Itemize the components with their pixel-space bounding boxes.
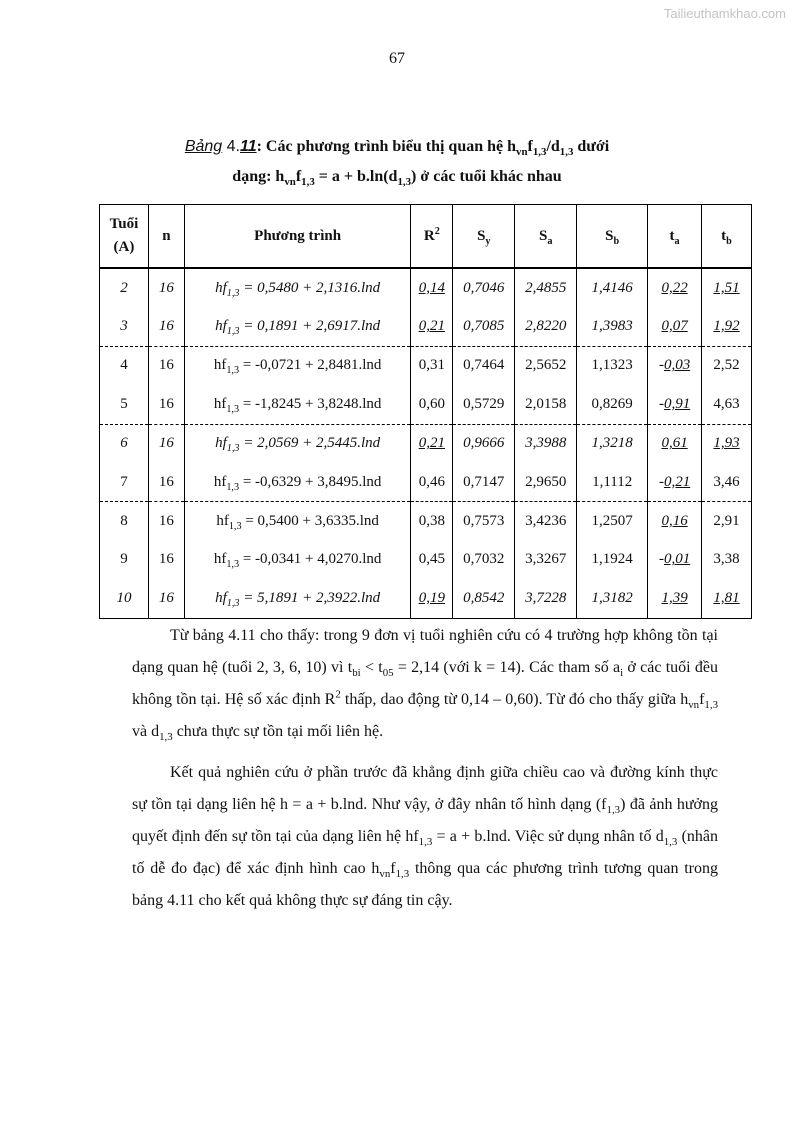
cell-sa: 2,0158 — [515, 385, 577, 424]
cell-sy: 0,7573 — [453, 502, 515, 541]
cell-sa: 3,7228 — [515, 579, 577, 618]
header-sa: $S_a$ — [515, 205, 577, 269]
cell-equation: $hf_{1,3} = -1,8245 + 3,8248.\ln d$ — [184, 385, 411, 424]
table-row — [100, 541, 752, 579]
cell-sy: 0,9666 — [453, 424, 515, 463]
page-number: 67 — [389, 50, 405, 67]
cell-sa: 2,8220 — [515, 307, 577, 346]
cell-n: 16 — [148, 541, 184, 579]
header-equation: Phương trình — [184, 205, 411, 269]
cell-n: 16 — [148, 463, 184, 502]
caption-label: Bảng 4.11 — [184, 138, 257, 155]
table-row — [100, 579, 752, 618]
cell-ta: -0,01 — [648, 541, 702, 579]
table-caption — [130, 132, 664, 192]
cell-sb: 1,3983 — [577, 307, 648, 346]
header-ta: $t_a$ — [648, 205, 702, 269]
cell-age: 3 — [100, 307, 149, 346]
cell-equation: $hf_{1,3} = -0,0721 + 2,8481.\ln d$ — [184, 346, 411, 385]
cell-ta: 0,61 — [648, 424, 702, 463]
cell-sb: 1,4146 — [577, 268, 648, 307]
cell-ta: -0,03 — [648, 346, 702, 385]
cell-n: 16 — [148, 307, 184, 346]
paragraph-conclusion: Kết quả nghiên cứu ở phần trước đã khẳng định giữa chiều cao và đường kính thực sự tồn tại dạng liên hệ h = a + b.lnd. Như vậy, ở đây nhân tố hình dạng $(f_{1,3})$ đã ảnh hưởng quyết định đến sự tồn tại của dạng liên hệ $hf_{1,3} = a + b.\ln d$. Việc sử dụng nhân tố $d_{1,3}$ (nhân tố dễ đo đạc) để xác định hình cao $h_{vn}f_{1,3}$ thông qua các phương trình tương quan trong bảng 4.11 cho kết quả không thực sự đáng tin cậy. — [132, 764, 719, 909]
cell-ta: -0,21 — [648, 463, 702, 502]
cell-r2: 0,45 — [411, 541, 453, 579]
cell-ta: -0,91 — [648, 385, 702, 424]
cell-equation: $hf_{1,3} = 0,5400 + 3,6335.\ln d$ — [184, 502, 411, 541]
cell-sb: 1,1112 — [577, 463, 648, 502]
header-sy: $S_y$ — [453, 205, 515, 269]
cell-n: 16 — [148, 424, 184, 463]
cell-equation: $hf_{1,3} = -0,6329 + 3,8495.\ln d$ — [184, 463, 411, 502]
cell-ta: 0,22 — [648, 268, 702, 307]
cell-ta: 0,07 — [648, 307, 702, 346]
cell-sy: 0,7464 — [453, 346, 515, 385]
cell-sa: 2,4855 — [515, 268, 577, 307]
cell-sa: 3,3267 — [515, 541, 577, 579]
cell-r2: 0,38 — [411, 502, 453, 541]
cell-age: 4 — [100, 346, 149, 385]
cell-equation: $hf_{1,3} = 2,0569 + 2,5445.\ln d$ — [184, 424, 411, 463]
cell-r2: 0,60 — [411, 385, 453, 424]
cell-equation: $hf_{1,3} = 5,1891 + 2,3922.\ln d$ — [184, 579, 411, 618]
cell-n: 16 — [148, 502, 184, 541]
watermark: Tailieuthamkhao.com — [663, 6, 786, 21]
header-sb: $S_b$ — [577, 205, 648, 269]
cell-sb: 0,8269 — [577, 385, 648, 424]
cell-tb: 1,92 — [702, 307, 752, 346]
cell-sb: 1,1924 — [577, 541, 648, 579]
cell-equation: $hf_{1,3} = 0,1891 + 2,6917.\ln d$ — [184, 307, 411, 346]
cell-n: 16 — [148, 346, 184, 385]
cell-sa: 3,3988 — [515, 424, 577, 463]
cell-sb: 1,3182 — [577, 579, 648, 618]
cell-tb: 1,51 — [702, 268, 752, 307]
cell-age: 2 — [100, 268, 149, 307]
cell-sb: 1,2507 — [577, 502, 648, 541]
cell-r2: 0,14 — [411, 268, 453, 307]
cell-age: 6 — [100, 424, 149, 463]
cell-tb: 1,93 — [702, 424, 752, 463]
cell-r2: 0,21 — [411, 424, 453, 463]
cell-tb: 3,38 — [702, 541, 752, 579]
table-row — [100, 268, 752, 307]
caption-line-1: Bảng 4.11: Các phương trình biểu thị quan hệ $h_{vn}f_{1,3}/d_{1,3}$ dưới — [184, 138, 610, 159]
cell-sy: 0,8542 — [453, 579, 515, 618]
cell-r2: 0,21 — [411, 307, 453, 346]
cell-sy: 0,7046 — [453, 268, 515, 307]
cell-r2: 0,19 — [411, 579, 453, 618]
cell-sb: 1,1323 — [577, 346, 648, 385]
cell-sy: 0,7032 — [453, 541, 515, 579]
table-header-row — [100, 205, 752, 269]
header-r2: $R^2$ — [411, 205, 453, 269]
table-row — [100, 346, 752, 385]
table-row — [100, 424, 752, 463]
cell-sa: 2,5652 — [515, 346, 577, 385]
cell-equation: $hf_{1,3} = -0,0341 + 4,0270.\ln d$ — [184, 541, 411, 579]
cell-n: 16 — [148, 268, 184, 307]
table-row — [100, 307, 752, 346]
cell-age: 8 — [100, 502, 149, 541]
cell-sb: 1,3218 — [577, 424, 648, 463]
cell-sy: 0,5729 — [453, 385, 515, 424]
cell-equation: $hf_{1,3} = 0,5480 + 2,1316.\ln d$ — [184, 268, 411, 307]
cell-tb: 1,81 — [702, 579, 752, 618]
cell-ta: 1,39 — [648, 579, 702, 618]
cell-tb: 3,46 — [702, 463, 752, 502]
cell-ta: 0,16 — [648, 502, 702, 541]
cell-age: 7 — [100, 463, 149, 502]
equations-table — [99, 204, 752, 619]
cell-age: 5 — [100, 385, 149, 424]
cell-sy: 0,7147 — [453, 463, 515, 502]
table-row — [100, 463, 752, 502]
paragraph-results: Từ bảng 4.11 cho thấy: trong 9 đơn vị tuổi nghiên cứu có 4 trường hợp không tồn tại dạng quan hệ (tuổi 2, 3, 6, 10) vì $t_{bi} < t_{05} = 2,14$ (với k = 14). Các tham số $a_i$ ở các tuổi đều không tồn tại. Hệ số xác định $R^2$ thấp, dao động từ 0,14 – 0,60). Từ đó cho thấy giữa $h_{vn}f_{1,3}$ và $d_{1,3}$ chưa thực sự tồn tại mối liên hệ. — [132, 627, 718, 744]
header-age: Tuổi (A) — [100, 205, 149, 269]
cell-sa: 2,9650 — [515, 463, 577, 502]
caption-line-2: dạng: $h_{vn}f_{1,3} = a + b.\ln(d_{1,3})$ ở các tuổi khác nhau — [232, 168, 562, 189]
cell-sy: 0,7085 — [453, 307, 515, 346]
cell-age: 9 — [100, 541, 149, 579]
cell-age: 10 — [100, 579, 149, 618]
cell-tb: 2,52 — [702, 346, 752, 385]
cell-sa: 3,4236 — [515, 502, 577, 541]
cell-tb: 4,63 — [702, 385, 752, 424]
cell-n: 16 — [148, 579, 184, 618]
table-row — [100, 502, 752, 541]
header-tb: $t_b$ — [702, 205, 752, 269]
cell-r2: 0,31 — [411, 346, 453, 385]
cell-n: 16 — [148, 385, 184, 424]
cell-tb: 2,91 — [702, 502, 752, 541]
cell-r2: 0,46 — [411, 463, 453, 502]
table-row — [100, 385, 752, 424]
header-n: n — [148, 205, 184, 269]
